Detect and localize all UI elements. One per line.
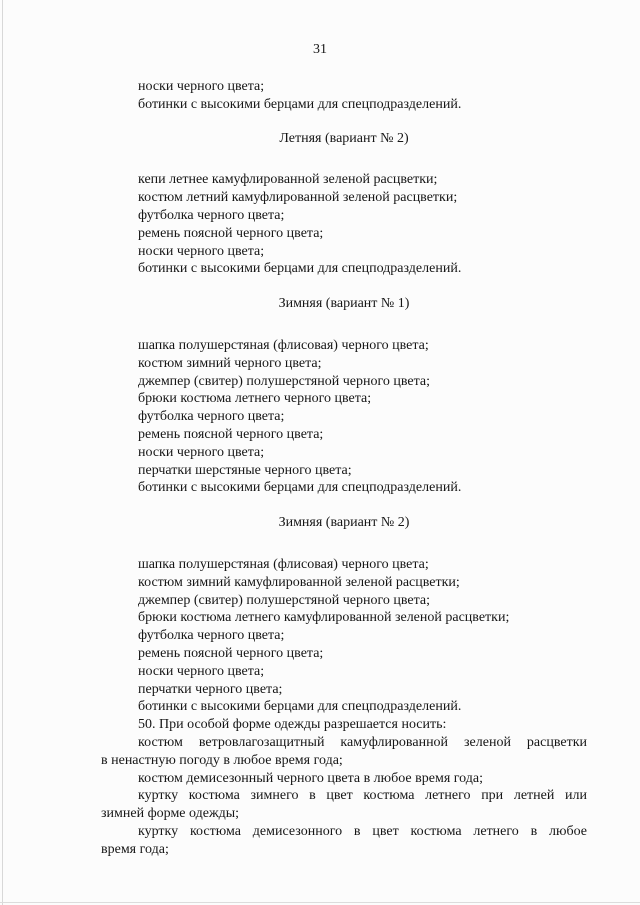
paragraph-line: зимней форме одежды;	[101, 806, 240, 822]
list-item: носки черного цвета;	[138, 79, 265, 94]
list-item: ремень поясной черного цвета;	[138, 645, 324, 661]
list-item: костюм зимний камуфлированной зеленой расцветки;	[138, 574, 460, 590]
list-item: ботинки с высокими берцами для спецподразделений.	[138, 261, 462, 277]
paragraph-line: куртку костюма зимнего в цвет костюма летнего при летней или	[138, 788, 587, 804]
list-item: шапка полушерстяная (флисовая) черного цвета;	[138, 556, 429, 572]
list-item: кепи летнее камуфлированной зеленой расцветки;	[138, 172, 438, 188]
paragraph-line: куртку костюма демисезонного в цвет костюма летнего в любое	[138, 823, 587, 839]
list-item: джемпер (свитер) полушерстяной черного цвета;	[138, 373, 430, 389]
clause-paragraph	[101, 787, 587, 823]
list-item: ремень поясной черного цвета;	[138, 426, 324, 442]
list-item: шапка полушерстяная (флисовая) черного цвета;	[138, 337, 429, 353]
list-item: перчатки шерстяные черного цвета;	[138, 462, 352, 478]
clause-paragraph	[101, 823, 587, 859]
clause-paragraph: костюм демисезонный черного цвета в любое время года;	[138, 770, 483, 786]
page-number: 31	[313, 42, 327, 57]
list-item: ремень поясной черного цвета;	[138, 225, 324, 241]
list-item: футболка черного цвета;	[138, 409, 285, 425]
document-body	[101, 78, 587, 858]
section-heading: Зимняя (вариант № 1)	[278, 296, 410, 312]
clause-paragraph	[101, 734, 587, 770]
list-item: ботинки с высокими берцами для спецподразделений.	[138, 96, 462, 112]
section-heading: Летняя (вариант № 2)	[279, 130, 409, 146]
list-item: носки черного цвета;	[138, 243, 265, 259]
list-item: футболка черного цвета;	[138, 628, 285, 644]
paragraph-line: костюм ветровлагозащитный камуфлированной зеленой расцветки	[138, 734, 587, 750]
list-item: футболка черного цвета;	[138, 207, 285, 223]
scan-edge-bottom	[0, 902, 640, 903]
list-item: костюм зимний черного цвета;	[138, 355, 322, 371]
paragraph-line: время года;	[101, 841, 169, 857]
list-item: перчатки черного цвета;	[138, 681, 283, 697]
section-heading: Зимняя (вариант № 2)	[278, 515, 410, 531]
list-item: ботинки с высокими берцами для спецподразделений.	[138, 480, 462, 496]
scan-edge-left	[2, 0, 3, 905]
list-item: носки черного цвета;	[138, 444, 265, 460]
list-item: костюм летний камуфлированной зеленой расцветки;	[138, 190, 458, 206]
list-item: джемпер (свитер) полушерстяной черного цвета;	[138, 592, 430, 608]
list-item: брюки костюма летнего камуфлированной зеленой расцветки;	[138, 610, 510, 626]
clause-intro: 50. При особой форме одежды разрешается носить:	[138, 717, 447, 733]
list-item: носки черного цвета;	[138, 663, 265, 679]
list-item: ботинки с высокими берцами для спецподразделений.	[138, 699, 462, 715]
paragraph-line: в ненастную погоду в любое время года;	[101, 752, 343, 768]
list-item: брюки костюма летнего черного цвета;	[138, 391, 372, 407]
